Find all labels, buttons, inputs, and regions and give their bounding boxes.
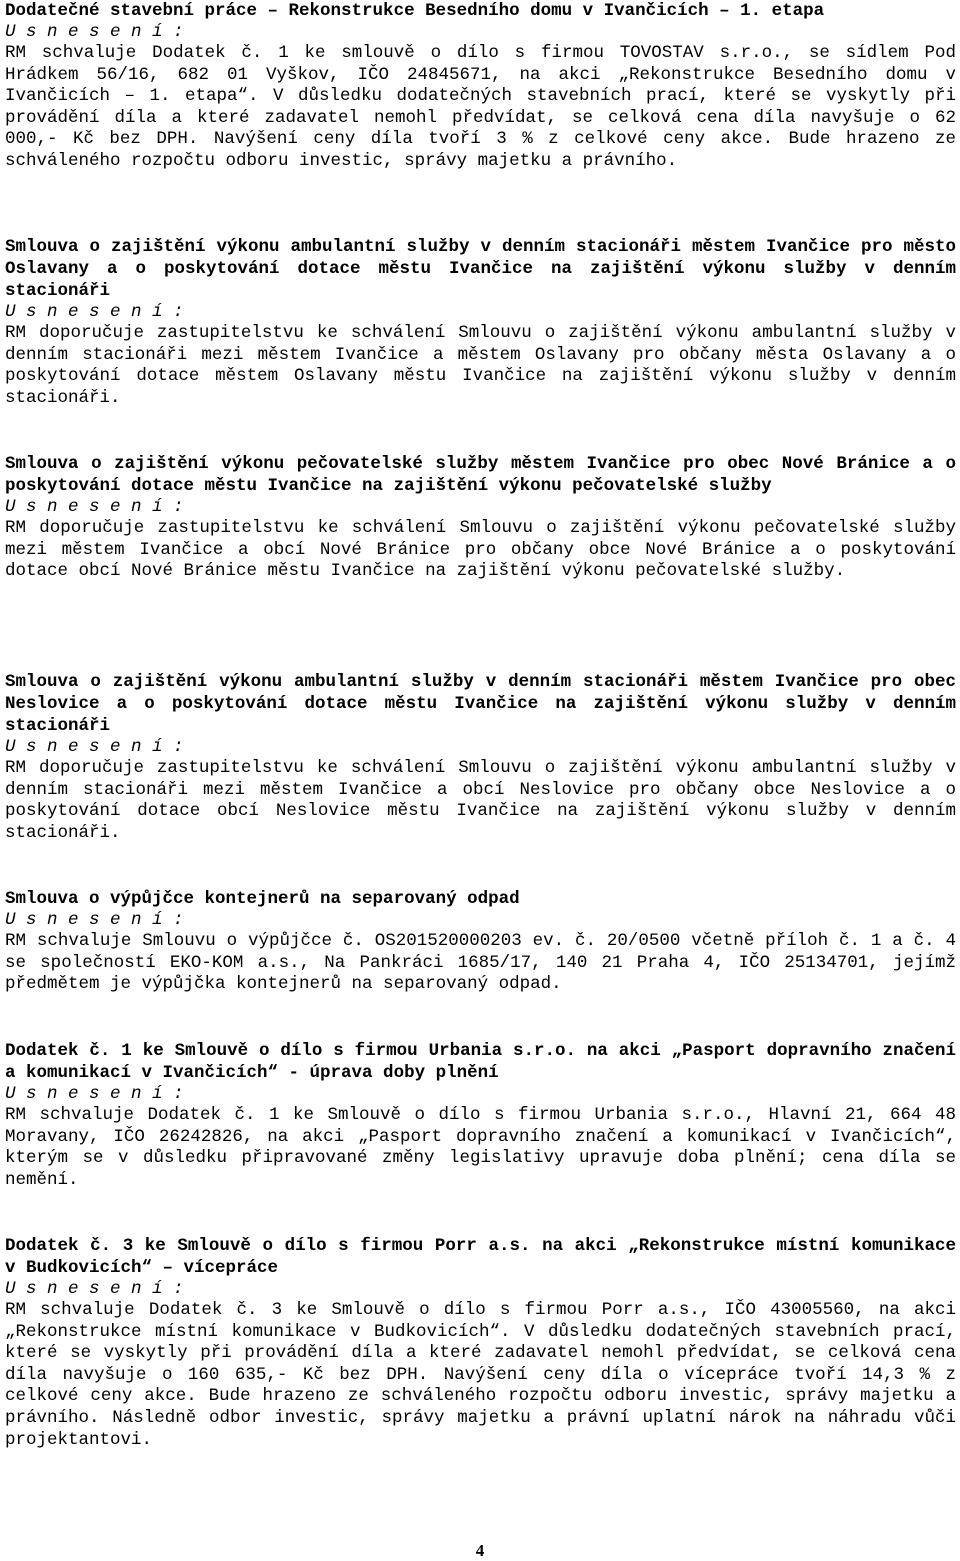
resolution-text: RM schvaluje Dodatek č. 1 ke Smlouvě o dílo s firmou Urbania s.r.o., Hlavní 21, 664 48 Moravany, IČO 26242826, na akci „Pasport dopravního značení a komunikací v Ivančicích“, kterým se v důsledku připravované změny legislativy upravuje doba plnění; cena díla se nemění.	[5, 1105, 956, 1190]
resolution-label: U s n e s e n í :	[5, 737, 184, 757]
resolution-title: Smlouva o zajištění výkonu ambulantní služby v denním stacionáři městem Ivančice pro město Oslavany a o poskytování dotace městu Ivančice na zajištění výkonu služby v denním stacionáři	[5, 237, 956, 301]
resolution-text: RM schvaluje Dodatek č. 3 ke Smlouvě o dílo s firmou Porr a.s., IČO 43005560, na akci „Rekonstrukce místní komunikace v Budkovicích“. V důsledku dodatečných stavebních prací, které se vyskytly při provádění díla a které zadavatel nemohl předvídat, se celková cena díla navyšuje o 160 635,- Kč bez DPH. Navýšení ceny díla o vícepráce tvoří 14,3 % z celkové ceny akce. Bude hrazeno ze schváleného rozpočtu odboru investic, správy majetku a právního. Následně odbor investic, správy majetku a právní uplatní nárok na náhradu vůči projektantovi.	[5, 1300, 956, 1450]
resolution-text: RM schvaluje Dodatek č. 1 ke smlouvě o dílo s firmou TOVOSTAV s.r.o., se sídlem Pod Hrádkem 56/16, 682 01 Vyškov, IČO 24845671, na akci „Rekonstrukce Besedního domu v Ivančicích – 1. etapa“. V důsledku dodatečných stavebních prací, které se vyskytly při provádění díla a které zadavatel nemohl předvídat, se celková cena díla navyšuje o 62 000,- Kč bez DPH. Navýšení ceny díla tvoří 3 % z celkové ceny akce. Bude hrazeno ze schváleného rozpočtu odboru investic, správy majetku a právního.	[5, 43, 956, 171]
resolution-text: RM doporučuje zastupitelstvu ke schválení Smlouvu o zajištění výkonu ambulantní služby v denním stacionáři mezi městem Ivančice a obcí Neslovice pro občany obce Neslovice a o poskytování dotace obcí Neslovice městu Ivančice na zajištění výkonu služby v denním stacionáři.	[5, 758, 956, 843]
resolution-title: Smlouva o zajištění výkonu ambulantní služby v denním stacionáři městem Ivančice pro obec Neslovice a o poskytování dotace městu Ivančice na zajištění výkonu služby v denním stacionáři	[5, 672, 956, 736]
resolution-item	[5, 1235, 956, 1451]
resolution-label: U s n e s e n í :	[5, 302, 184, 322]
resolution-title: Dodatek č. 3 ke Smlouvě o dílo s firmou Porr a.s. na akci „Rekonstrukce místní komunikace v Budkovicích“ – vícepráce	[5, 1236, 956, 1278]
resolution-label: U s n e s e n í :	[5, 497, 184, 517]
resolution-title: Smlouva o výpůjčce kontejnerů na separovaný odpad	[5, 889, 520, 909]
resolution-label: U s n e s e n í :	[5, 22, 184, 42]
resolution-item	[5, 1040, 956, 1191]
resolution-item	[5, 0, 956, 173]
resolution-title: Dodatek č. 1 ke Smlouvě o dílo s firmou Urbania s.r.o. na akci „Pasport dopravního značení a komunikací v Ivančicích“ - úprava doby plnění	[5, 1041, 956, 1083]
resolution-text: RM doporučuje zastupitelstvu ke schválení Smlouvu o zajištění výkonu pečovatelské služby mezi městem Ivančice a obcí Nové Bránice pro občany obce Nové Bránice a o poskytování dotace obcí Nové Bránice městu Ivančice na zajištění výkonu pečovatelské služby.	[5, 518, 956, 582]
resolution-label: U s n e s e n í :	[5, 1279, 184, 1299]
resolution-item	[5, 671, 956, 844]
resolution-label: U s n e s e n í :	[5, 910, 184, 930]
resolution-text: RM schvaluje Smlouvu o výpůjčce č. OS201520000203 ev. č. 20/0500 včetně příloh č. 1 a č. 4 se společností EKO-KOM a.s., Na Pankráci 1685/17, 140 21 Praha 4, IČO 25134701, jejímž předmětem je výpůjčka kontejnerů na separovaný odpad.	[5, 931, 956, 995]
resolution-label: U s n e s e n í :	[5, 1084, 184, 1104]
resolution-item	[5, 236, 956, 409]
resolution-item	[5, 453, 956, 583]
resolution-title: Dodatečné stavební práce – Rekonstrukce Besedního domu v Ivančicích – 1. etapa	[5, 1, 825, 21]
resolution-title: Smlouva o zajištění výkonu pečovatelské služby městem Ivančice pro obec Nové Bránice a o poskytování dotace městu Ivančice na zajištění výkonu pečovatelské služby	[5, 454, 956, 496]
resolution-text: RM doporučuje zastupitelstvu ke schválení Smlouvu o zajištění výkonu ambulantní služby v denním stacionáři mezi městem Ivančice a městem Oslavany pro občany města Oslavany a o poskytování dotace městem Oslavany městu Ivančice na zajištění výkonu služby v denním stacionáři.	[5, 323, 956, 408]
resolution-item	[5, 888, 956, 996]
page-number: 4	[475, 1541, 485, 1560]
